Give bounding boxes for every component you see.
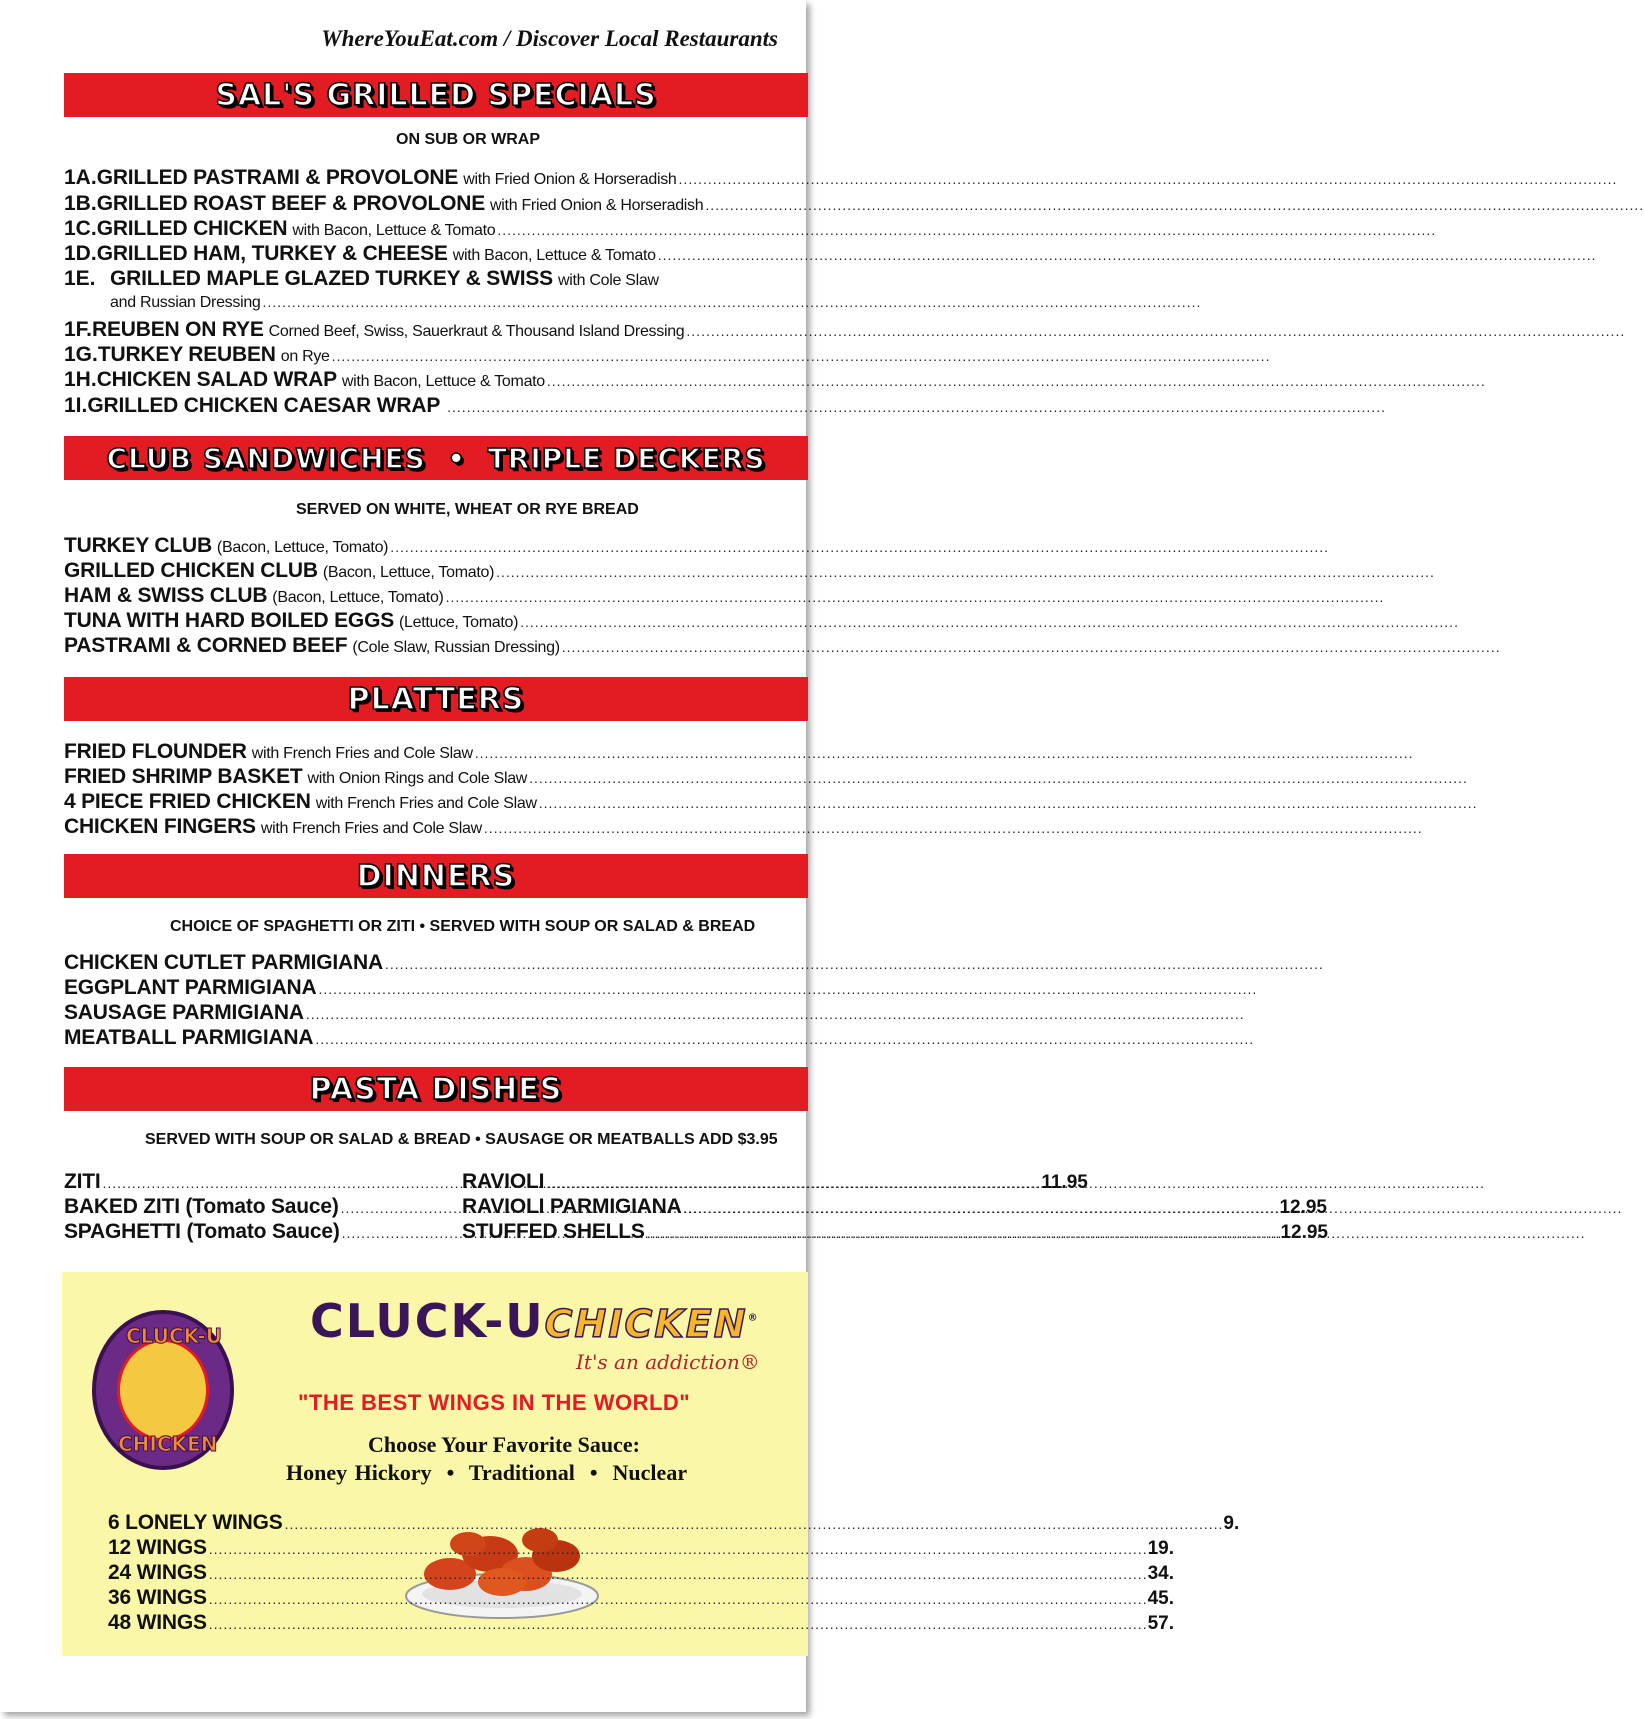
- cluck-u-logo: [92, 1310, 234, 1470]
- brand-chicken: CHICKEN: [544, 1302, 748, 1346]
- leader-dots: [520, 615, 1459, 629]
- item-name: CHICKEN CUTLET PARMIGIANA: [64, 951, 383, 974]
- item-description: with Fried Onion & Horseradish: [490, 197, 704, 214]
- leader-dots: [547, 374, 1486, 388]
- item-number: 1B.: [64, 192, 97, 215]
- menu-item: [64, 1002, 806, 1023]
- wing-item: [108, 1536, 1174, 1559]
- item-description: on Rye: [280, 348, 330, 365]
- menu-item: [64, 319, 806, 340]
- item-description: with Cole Slaw: [557, 272, 659, 289]
- item-name: TURKEY REUBEN: [97, 343, 276, 366]
- item-name: GRILLED CHICKEN CAESAR WRAP: [87, 394, 441, 417]
- item-price: 19.: [1147, 1538, 1174, 1559]
- leader-dots: [658, 248, 1597, 262]
- leader-dots: [496, 565, 1435, 579]
- leader-dots: [647, 1226, 1586, 1240]
- item-name: SAUSAGE PARMIGIANA: [64, 1001, 304, 1024]
- leader-dots: [318, 982, 1257, 996]
- item-name: ZITI: [64, 1170, 101, 1193]
- brand-name: [310, 1294, 760, 1348]
- item-number: 1F.: [64, 318, 93, 341]
- item-name: STUFFED SHELLS: [462, 1220, 645, 1243]
- menu-item: [64, 635, 806, 656]
- menu-item: [462, 1171, 806, 1192]
- logo-top-text: CLUCK-U: [126, 1324, 222, 1348]
- wing-item: [108, 1561, 1174, 1584]
- item-name: REUBEN ON RYE: [92, 318, 264, 341]
- leader-dots: [209, 1592, 1148, 1606]
- item-name: GRILLED CHICKEN: [96, 217, 288, 240]
- pasta-dishes-banner: [64, 1067, 808, 1111]
- sauce-options: Honey Hickory • Traditional • Nuclear: [286, 1460, 688, 1485]
- leader-dots: [497, 223, 1436, 237]
- menu-item: [64, 610, 806, 631]
- menu-item: [64, 268, 806, 289]
- item-name: GRILLED PASTRAMI & PROVOLONE: [96, 166, 459, 189]
- leader-dots: [447, 400, 1386, 414]
- item-name: TUNA WITH HARD BOILED EGGS: [64, 609, 395, 632]
- wing-item: [108, 1586, 1174, 1609]
- menu-item: [64, 535, 806, 556]
- menu-item: [64, 952, 806, 973]
- brand-tagline: It's an addiction®: [576, 1350, 760, 1374]
- menu-item: [64, 218, 806, 239]
- item-description: (Bacon, Lettuce, Tomato): [272, 589, 444, 606]
- menu-item: [64, 167, 806, 188]
- menu-item: [64, 766, 806, 787]
- leader-dots: [209, 1542, 1148, 1556]
- item-name: CHICKEN FINGERS: [64, 815, 256, 838]
- leader-dots: [446, 590, 1385, 604]
- leader-dots: [539, 796, 1478, 810]
- leader-dots: [332, 349, 1271, 363]
- item-number: 1H.: [64, 368, 97, 391]
- item-name: 48 WINGS: [108, 1611, 207, 1634]
- item-number: 1C.: [64, 217, 97, 240]
- item-name: GRILLED MAPLE GLAZED TURKEY & SWISS: [110, 267, 553, 290]
- item-name: 6 LONELY WINGS: [108, 1511, 283, 1534]
- platters-banner: [64, 677, 808, 721]
- item-description: with French Fries and Cole Slaw: [251, 745, 473, 762]
- leader-dots: [562, 640, 1501, 654]
- item-price: 34.: [1147, 1563, 1174, 1584]
- item-description: with Bacon, Lettuce & Tomato: [292, 222, 496, 239]
- item-name: RAVIOLI: [462, 1170, 545, 1193]
- leader-dots: [306, 1007, 1245, 1021]
- promo-headline: "THE BEST WINGS IN THE WORLD": [298, 1390, 691, 1415]
- item-name: SPAGHETTI (Tomato Sauce): [64, 1220, 340, 1243]
- leader-dots: [679, 172, 1618, 186]
- menu-item: [64, 816, 806, 837]
- item-name: BAKED ZITI (Tomato Sauce): [64, 1195, 339, 1218]
- item-description: with Onion Rings and Cole Slaw: [307, 770, 528, 787]
- item-name: HAM & SWISS CLUB: [64, 584, 268, 607]
- leader-dots: [209, 1567, 1148, 1581]
- item-number: 1I.: [64, 394, 88, 417]
- item-description: Corned Beef, Swiss, Sauerkraut & Thousand Island Dressing: [268, 323, 685, 340]
- menu-item: [64, 560, 806, 581]
- item-name: FRIED FLOUNDER: [64, 740, 247, 763]
- item-name: 24 WINGS: [108, 1561, 207, 1584]
- grilled-specials-subtitle: ON SUB OR WRAP: [396, 131, 540, 148]
- item-description: with French Fries and Cole Slaw: [315, 795, 537, 812]
- item-name: EGGPLANT PARMIGIANA: [64, 976, 317, 999]
- item-name: GRILLED HAM, TURKEY & CHEESE: [96, 242, 448, 265]
- menu-item: [64, 193, 806, 214]
- item-price: 45.: [1147, 1588, 1174, 1609]
- leader-dots: [209, 1617, 1148, 1631]
- menu-item: [462, 1196, 806, 1217]
- item-name: 36 WINGS: [108, 1586, 207, 1609]
- chicken-mascot-icon: [117, 1339, 209, 1441]
- leader-dots: [705, 198, 1644, 212]
- menu-item: [64, 791, 806, 812]
- platters-title: PLATTERS: [347, 681, 525, 717]
- item-price: 9.: [1223, 1513, 1240, 1534]
- item-price: 12.95: [1280, 1222, 1328, 1243]
- pasta-dishes-subtitle: SERVED WITH SOUP OR SALAD & BREAD • SAUSAGE OR MEATBALLS ADD $3.95: [145, 1131, 778, 1148]
- item-name: GRILLED CHICKEN CLUB: [64, 559, 318, 582]
- item-name: PASTRAMI & CORNED BEEF: [64, 634, 348, 657]
- grilled-specials-banner: [64, 73, 808, 117]
- cluck-u-promo: [62, 1272, 1240, 1656]
- leader-dots: [285, 1517, 1224, 1531]
- item-number: 1A.: [64, 166, 97, 189]
- item-name: RAVIOLI PARMIGIANA: [462, 1195, 682, 1218]
- item-description: with Bacon, Lettuce & Tomato: [452, 247, 656, 264]
- leader-dots: [315, 1032, 1254, 1046]
- item-price: 57.: [1147, 1613, 1174, 1634]
- menu-item: [64, 344, 806, 365]
- club-sandwiches-title: CLUB SANDWICHES • TRIPLE DECKERS: [106, 441, 766, 475]
- registered-mark: ®: [747, 1312, 760, 1324]
- leader-dots: [390, 540, 1329, 554]
- leader-dots: [684, 1201, 1623, 1215]
- menu-item: [64, 977, 806, 998]
- item-name: TURKEY CLUB: [64, 534, 212, 557]
- item-description: with Bacon, Lettuce & Tomato: [341, 373, 545, 390]
- brand-main: CLUCK-U: [310, 1294, 545, 1348]
- item-price: 11.95: [1041, 1172, 1088, 1193]
- dinners-subtitle: CHOICE OF SPAGHETTI OR ZITI • SERVED WITH SOUP OR SALAD & BREAD: [170, 918, 756, 935]
- item-description: (Lettuce, Tomato): [399, 614, 519, 631]
- item-number: 1G.: [64, 343, 98, 366]
- menu-item: [64, 585, 806, 606]
- item-description: with French Fries and Cole Slaw: [260, 820, 482, 837]
- wing-item: [108, 1611, 1174, 1634]
- dinners-title: DINNERS: [356, 858, 516, 894]
- item-description: (Bacon, Lettuce, Tomato): [216, 539, 389, 556]
- item-price: 12.95: [1279, 1197, 1327, 1218]
- menu-item: [64, 395, 806, 416]
- menu-item: [64, 243, 806, 264]
- leader-dots: [385, 957, 1324, 971]
- leader-dots: [475, 746, 1414, 760]
- item-description: (Cole Slaw, Russian Dressing): [352, 639, 560, 656]
- sauce-title: Choose Your Favorite Sauce:: [368, 1432, 640, 1457]
- item-name: FRIED SHRIMP BASKET: [64, 765, 303, 788]
- leader-dots: [263, 295, 1202, 309]
- item-name: MEATBALL PARMIGIANA: [64, 1026, 314, 1049]
- menu-item: [64, 741, 806, 762]
- item-name: 4 PIECE FRIED CHICKEN: [64, 790, 311, 813]
- menu-item: [462, 1221, 806, 1242]
- menu-item: [64, 1027, 806, 1048]
- item-number: 1D.: [64, 242, 97, 265]
- dinners-banner: [64, 854, 808, 898]
- item-description: with Fried Onion & Horseradish: [463, 171, 677, 188]
- item-description: and Russian Dressing: [110, 294, 261, 311]
- leader-dots: [546, 1176, 1485, 1190]
- site-header: WhereYouEat.com / Discover Local Restaurants: [321, 26, 778, 51]
- item-name: CHICKEN SALAD WRAP: [96, 368, 337, 391]
- club-sandwiches-banner: [64, 436, 808, 480]
- item-name: GRILLED ROAST BEEF & PROVOLONE: [96, 192, 486, 215]
- grilled-specials-title: SAL'S GRILLED SPECIALS: [215, 77, 657, 113]
- wing-item: [108, 1511, 1240, 1534]
- menu-item-continued: [110, 295, 806, 311]
- pasta-dishes-title: PASTA DISHES: [309, 1071, 563, 1107]
- logo-bottom-text: CHICKEN: [118, 1432, 218, 1456]
- club-sandwiches-subtitle: SERVED ON WHITE, WHEAT OR RYE BREAD: [296, 501, 639, 518]
- item-description: (Bacon, Lettuce, Tomato): [322, 564, 495, 581]
- item-name: 12 WINGS: [108, 1536, 207, 1559]
- leader-dots: [686, 324, 1625, 338]
- menu-item: [64, 369, 806, 390]
- leader-dots: [484, 821, 1423, 835]
- leader-dots: [529, 771, 1468, 785]
- item-number: 1E.: [64, 267, 96, 290]
